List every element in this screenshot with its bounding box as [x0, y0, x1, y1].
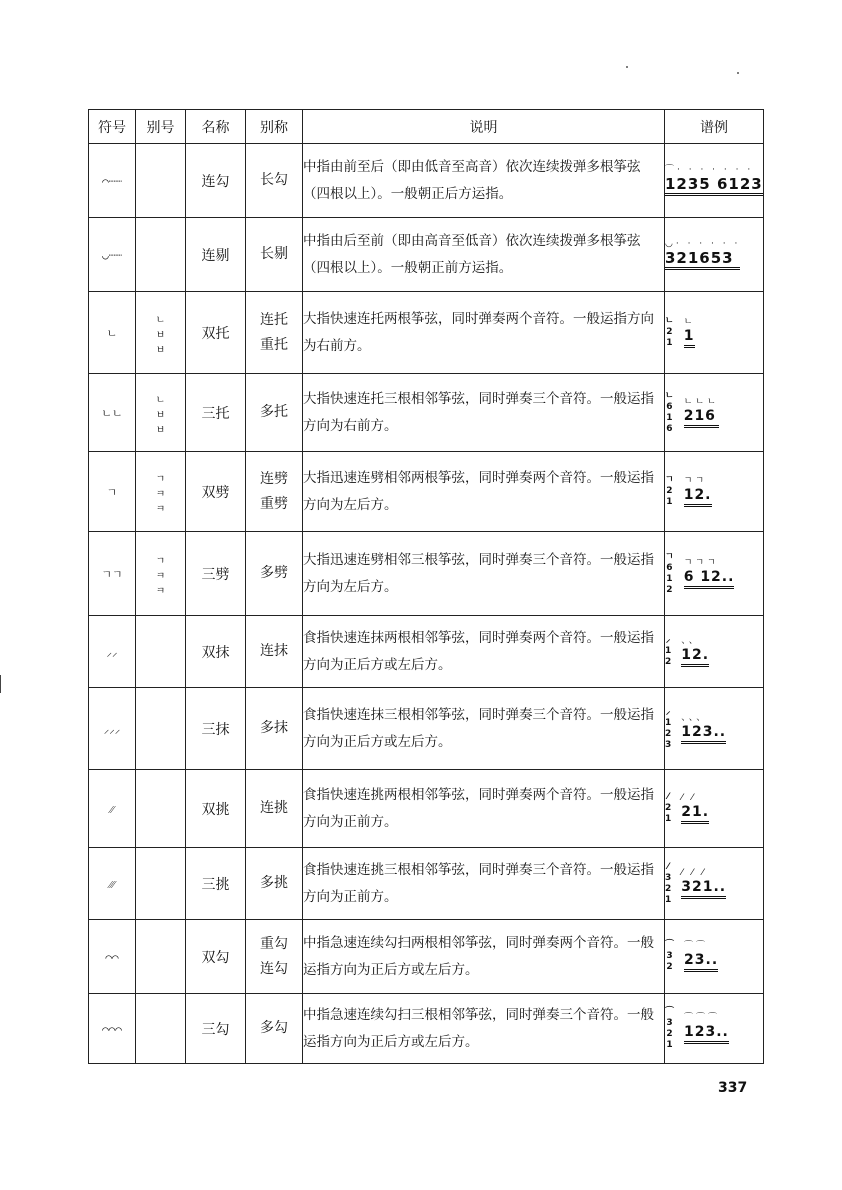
symbol-cell [89, 994, 136, 1064]
chord-note: ⌒ [665, 940, 675, 950]
header-alias: 别称 [246, 110, 303, 144]
example-notation [665, 862, 763, 906]
alias-name: 多托 [260, 404, 288, 420]
jianpu-notes: 123.. [684, 1024, 729, 1044]
technique-name: 双抹 [186, 616, 246, 688]
jianpu-notes: 321.. [681, 879, 726, 899]
alt-symbol: ㅂ [155, 410, 166, 421]
alt-symbol-stack [156, 395, 166, 437]
alt-symbol: ㅋ [155, 489, 166, 500]
symbol-cell [89, 452, 136, 532]
note-sequence [681, 713, 726, 744]
jianpu-notes: 321653 [665, 250, 740, 270]
technique-name: 三勾 [186, 994, 246, 1064]
header-name: 名称 [186, 110, 246, 144]
example-notation [665, 165, 763, 196]
alias-name: 多抹 [260, 720, 288, 736]
fingering-symbol: ⸝⸝ [106, 645, 118, 659]
example-cell [665, 144, 764, 218]
technique-description: 大指快速连托两根筝弦，同时弹奏两个音符。一般运指方向为右前方。 [303, 292, 665, 374]
alias-name: 重托 [260, 336, 288, 353]
chord-note: 1 [666, 497, 673, 507]
fingering-symbol: ⁄⁄ [110, 802, 114, 816]
chord-stack [665, 792, 671, 825]
fingering-mark: 、、 [681, 636, 701, 646]
chord-note: 2 [666, 1028, 673, 1039]
fingering-mark: ⁄ ⁄ [681, 793, 697, 803]
chord-note: 1 [665, 814, 672, 824]
note-sequence [681, 868, 726, 899]
table-row [89, 616, 764, 688]
alias-name: 连托 [260, 311, 288, 328]
example-cell [665, 688, 764, 770]
alias-name: 多劈 [260, 565, 288, 581]
alias-cell [246, 616, 303, 688]
example-notation [665, 635, 763, 668]
alt-symbol-cell [136, 770, 186, 848]
alt-symbol-stack [156, 315, 166, 357]
technique-description: 食指快速连挑三根相邻筝弦，同时弹奏三个音符。一般运指方向为正前方。 [303, 848, 665, 920]
alt-symbol: ㅋ [155, 504, 166, 515]
technique-name: 双托 [186, 292, 246, 374]
alt-symbol: ㅂ [155, 345, 166, 356]
chord-note: 1 [666, 412, 673, 423]
alt-symbol-cell [136, 848, 186, 920]
example-notation [665, 940, 763, 973]
note-sequence [684, 397, 719, 428]
chord-stack [665, 552, 674, 596]
alias-cell [246, 452, 303, 532]
table-row [89, 770, 764, 848]
chord-note: ㄱ [665, 551, 674, 562]
alt-symbol-cell [136, 144, 186, 218]
jianpu-notes: 6 12.. [684, 569, 735, 589]
chord-note: 1 [666, 338, 673, 348]
example-notation [665, 316, 763, 349]
fingering-symbol: ⌒⌒ [105, 950, 119, 964]
chord-note: 2 [666, 584, 673, 595]
alias-name: 多勾 [260, 1020, 288, 1036]
symbol-cell [89, 616, 136, 688]
technique-description: 中指急速连续勾扫两根相邻筝弦，同时弹奏两个音符。一般运指方向为正后方或左后方。 [303, 920, 665, 994]
example-cell [665, 848, 764, 920]
technique-description: 食指快速连抹两根相邻筝弦，同时弹奏两个音符。一般运指方向为正后方或左后方。 [303, 616, 665, 688]
fingering-symbol: ⌒⌒⌒ [102, 1022, 122, 1036]
chord-note: 6 [666, 423, 673, 434]
technique-name: 双勾 [186, 920, 246, 994]
jianpu-notes: 21. [681, 804, 709, 824]
fingering-symbol: ㄴㄴ [101, 406, 123, 420]
fingering-mark: ㄱㄱㄱ [683, 558, 719, 568]
example-cell [665, 218, 764, 292]
fingering-symbol: ◡┈┈ [102, 248, 122, 262]
technique-description: 食指快速连抹三根相邻筝弦，同时弹奏三个音符。一般运指方向为正后方或左后方。 [303, 688, 665, 770]
chord-note: 6 [666, 562, 673, 573]
jianpu-notes: 12. [684, 487, 712, 507]
alias-cell [246, 292, 303, 374]
fingering-mark: ⌒⌒ [684, 941, 709, 951]
fingering-symbol: ㄴ [106, 326, 118, 340]
table-row [89, 532, 764, 616]
example-cell [665, 616, 764, 688]
technique-description: 大指快速连托三根相邻筝弦，同时弹奏三个音符。一般运指方向为右前方。 [303, 374, 665, 452]
alias-name: 长剔 [260, 246, 288, 262]
fingering-mark: ㄱㄱ [683, 476, 708, 486]
note-sequence [681, 636, 709, 667]
example-cell [665, 292, 764, 374]
fingering-symbol: ⌒┈┈ [102, 174, 122, 188]
note-sequence [684, 476, 712, 507]
example-cell [665, 920, 764, 994]
fingering-mark: ㄴㄴㄴ [683, 397, 719, 407]
chord-note: 2 [665, 883, 672, 894]
scan-edge-mark [0, 675, 7, 693]
chord-note: ⁄ [667, 861, 669, 872]
header-symbol: 符号 [89, 110, 136, 144]
chord-note: ㄱ [665, 475, 674, 485]
alt-symbol-cell [136, 532, 186, 616]
jianpu-notes: 123.. [681, 724, 726, 744]
fingering-symbol: ⁄⁄⁄ [109, 877, 115, 891]
chord-note: 1 [665, 646, 672, 656]
jianpu-notes: 12. [681, 647, 709, 667]
chord-note: 2 [665, 657, 672, 667]
chord-stack [665, 475, 674, 508]
fingering-mark: 、、、 [681, 713, 709, 723]
header-example: 谱例 [665, 110, 764, 144]
chord-note: 2 [666, 486, 673, 496]
chord-stack [665, 862, 671, 906]
table-row [89, 688, 764, 770]
alt-symbol-cell [136, 218, 186, 292]
example-notation [665, 552, 763, 596]
alt-symbol-cell [136, 292, 186, 374]
fingering-symbol: ⸝⸝⸝ [103, 722, 121, 736]
chord-note: ㄴ [665, 390, 674, 401]
jianpu-notes: 1235 6123 [665, 176, 763, 196]
chord-stack [665, 635, 671, 668]
chord-note: 2 [665, 728, 672, 739]
technique-description: 大指迅速连劈相邻三根筝弦，同时弹奏三个音符。一般运指方向为左后方。 [303, 532, 665, 616]
alt-symbol-cell [136, 452, 186, 532]
symbol-cell [89, 374, 136, 452]
note-sequence [684, 317, 696, 348]
technique-name: 连勾 [186, 144, 246, 218]
technique-name: 三挑 [186, 848, 246, 920]
chord-note: ⁄ [667, 792, 669, 802]
table-row [89, 374, 764, 452]
alt-symbol: ㅋ [155, 571, 166, 582]
symbol-cell [89, 848, 136, 920]
alt-symbol: ㄴ [155, 395, 166, 406]
chord-note: 3 [665, 872, 672, 883]
jianpu-notes: 1 [684, 328, 696, 348]
chord-note: 1 [665, 894, 672, 905]
example-notation [665, 792, 763, 825]
alt-symbol: ㄱ [155, 556, 166, 567]
alias-name: 连勾 [260, 960, 288, 977]
technique-description: 食指快速连挑两根相邻筝弦，同时弹奏两个音符。一般运指方向为正前方。 [303, 770, 665, 848]
chord-note: 6 [666, 401, 673, 412]
technique-name: 三托 [186, 374, 246, 452]
example-notation [665, 475, 763, 508]
chord-stack [665, 391, 674, 435]
example-cell [665, 452, 764, 532]
chord-note: ⸝ [665, 635, 671, 645]
example-notation [665, 239, 763, 270]
note-sequence [665, 165, 763, 196]
alt-symbol: ㅂ [155, 330, 166, 341]
scan-speck [626, 66, 628, 68]
header-description: 说明 [303, 110, 665, 144]
symbol-cell [89, 144, 136, 218]
example-notation [665, 1007, 763, 1051]
note-sequence [665, 239, 740, 270]
alt-symbol: ㅂ [155, 425, 166, 436]
header-row [89, 110, 764, 144]
technique-table [88, 109, 764, 1064]
note-sequence [684, 941, 718, 972]
symbol-cell [89, 218, 136, 292]
page-number: 337 [718, 1080, 748, 1096]
alias-cell [246, 994, 303, 1064]
alt-symbol-cell [136, 688, 186, 770]
chord-note: ㄴ [665, 316, 674, 326]
technique-name: 三劈 [186, 532, 246, 616]
symbol-cell [89, 688, 136, 770]
chord-note: ⸝ [665, 706, 671, 717]
alt-symbol: ㅋ [155, 586, 166, 597]
chord-stack [665, 707, 671, 751]
technique-description: 中指由前至后（即由低音至高音）依次连续拨弹多根筝弦（四根以上）。一般朝正后方运指。 [303, 144, 665, 218]
alias-cell [246, 920, 303, 994]
alias-name: 多挑 [260, 875, 288, 891]
alias-name: 重劈 [260, 495, 288, 512]
symbol-cell [89, 770, 136, 848]
alias-cell [246, 144, 303, 218]
chord-note: 1 [666, 573, 673, 584]
symbol-cell [89, 292, 136, 374]
fingering-mark: ◡· · · · · · [665, 239, 741, 249]
chord-note: 3 [666, 1017, 673, 1028]
chord-note: 2 [666, 327, 673, 337]
alias-name: 连挑 [260, 800, 288, 816]
technique-description: 大指迅速连劈相邻两根筝弦，同时弹奏两个音符。一般运指方向为左后方。 [303, 452, 665, 532]
alt-symbol-cell [136, 994, 186, 1064]
symbol-cell [89, 920, 136, 994]
fingering-mark: ⁄ ⁄ ⁄ [681, 868, 707, 878]
jianpu-notes: 216 [684, 408, 719, 428]
chord-note: 2 [666, 962, 673, 972]
header-alt-symbol: 别号 [136, 110, 186, 144]
chord-stack [665, 316, 674, 349]
alias-cell [246, 374, 303, 452]
chord-note: 3 [665, 739, 672, 750]
table-row [89, 292, 764, 374]
example-cell [665, 374, 764, 452]
alt-symbol-stack [156, 556, 166, 598]
chord-note: 3 [666, 951, 673, 961]
alt-symbol-cell [136, 374, 186, 452]
alias-cell [246, 688, 303, 770]
alias-name: 连抹 [260, 643, 288, 659]
chord-note: 1 [665, 717, 672, 728]
fingering-mark: ㄴ [683, 317, 696, 327]
technique-name: 双劈 [186, 452, 246, 532]
table-row [89, 452, 764, 532]
technique-name: 连剔 [186, 218, 246, 292]
note-sequence [684, 558, 735, 589]
table-row [89, 848, 764, 920]
example-cell [665, 994, 764, 1064]
example-notation [665, 707, 763, 751]
example-notation [665, 391, 763, 435]
alt-symbol-cell [136, 616, 186, 688]
fingering-symbol: ㄱ [106, 485, 118, 499]
alt-symbol: ㄴ [155, 315, 166, 326]
technique-description: 中指急速连续勾扫三根相邻筝弦，同时弹奏三个音符。一般运指方向为正后方或左后方。 [303, 994, 665, 1064]
example-cell [665, 770, 764, 848]
alias-cell [246, 770, 303, 848]
alias-cell [246, 848, 303, 920]
jianpu-notes: 23.. [684, 952, 718, 972]
alias-name: 长勾 [260, 172, 288, 188]
fingering-mark: ⌒· · · · · · · [665, 165, 754, 175]
table-row [89, 994, 764, 1064]
example-cell [665, 532, 764, 616]
symbol-cell [89, 532, 136, 616]
note-sequence [684, 1013, 729, 1044]
alt-symbol: ㄱ [155, 474, 166, 485]
table-row [89, 144, 764, 218]
chord-note: 2 [665, 803, 672, 813]
chord-note: ⌒ [665, 1006, 675, 1017]
chord-stack [665, 940, 674, 973]
technique-description: 中指由后至前（即由高音至低音）依次连续拨弹多根筝弦（四根以上）。一般朝正前方运指。 [303, 218, 665, 292]
chord-note: 1 [666, 1039, 673, 1050]
note-sequence [681, 793, 709, 824]
alias-name: 重勾 [260, 935, 288, 952]
scan-speck [737, 72, 739, 74]
alt-symbol-stack [156, 474, 166, 516]
technique-name: 双挑 [186, 770, 246, 848]
alias-name: 连劈 [260, 470, 288, 487]
fingering-mark: ⌒⌒⌒ [684, 1013, 721, 1023]
table-row [89, 218, 764, 292]
alias-cell [246, 218, 303, 292]
technique-name: 三抹 [186, 688, 246, 770]
alt-symbol-cell [136, 920, 186, 994]
alias-cell [246, 532, 303, 616]
fingering-symbol: ㄱㄱ [101, 567, 123, 581]
chord-stack [665, 1007, 674, 1051]
table-row [89, 920, 764, 994]
